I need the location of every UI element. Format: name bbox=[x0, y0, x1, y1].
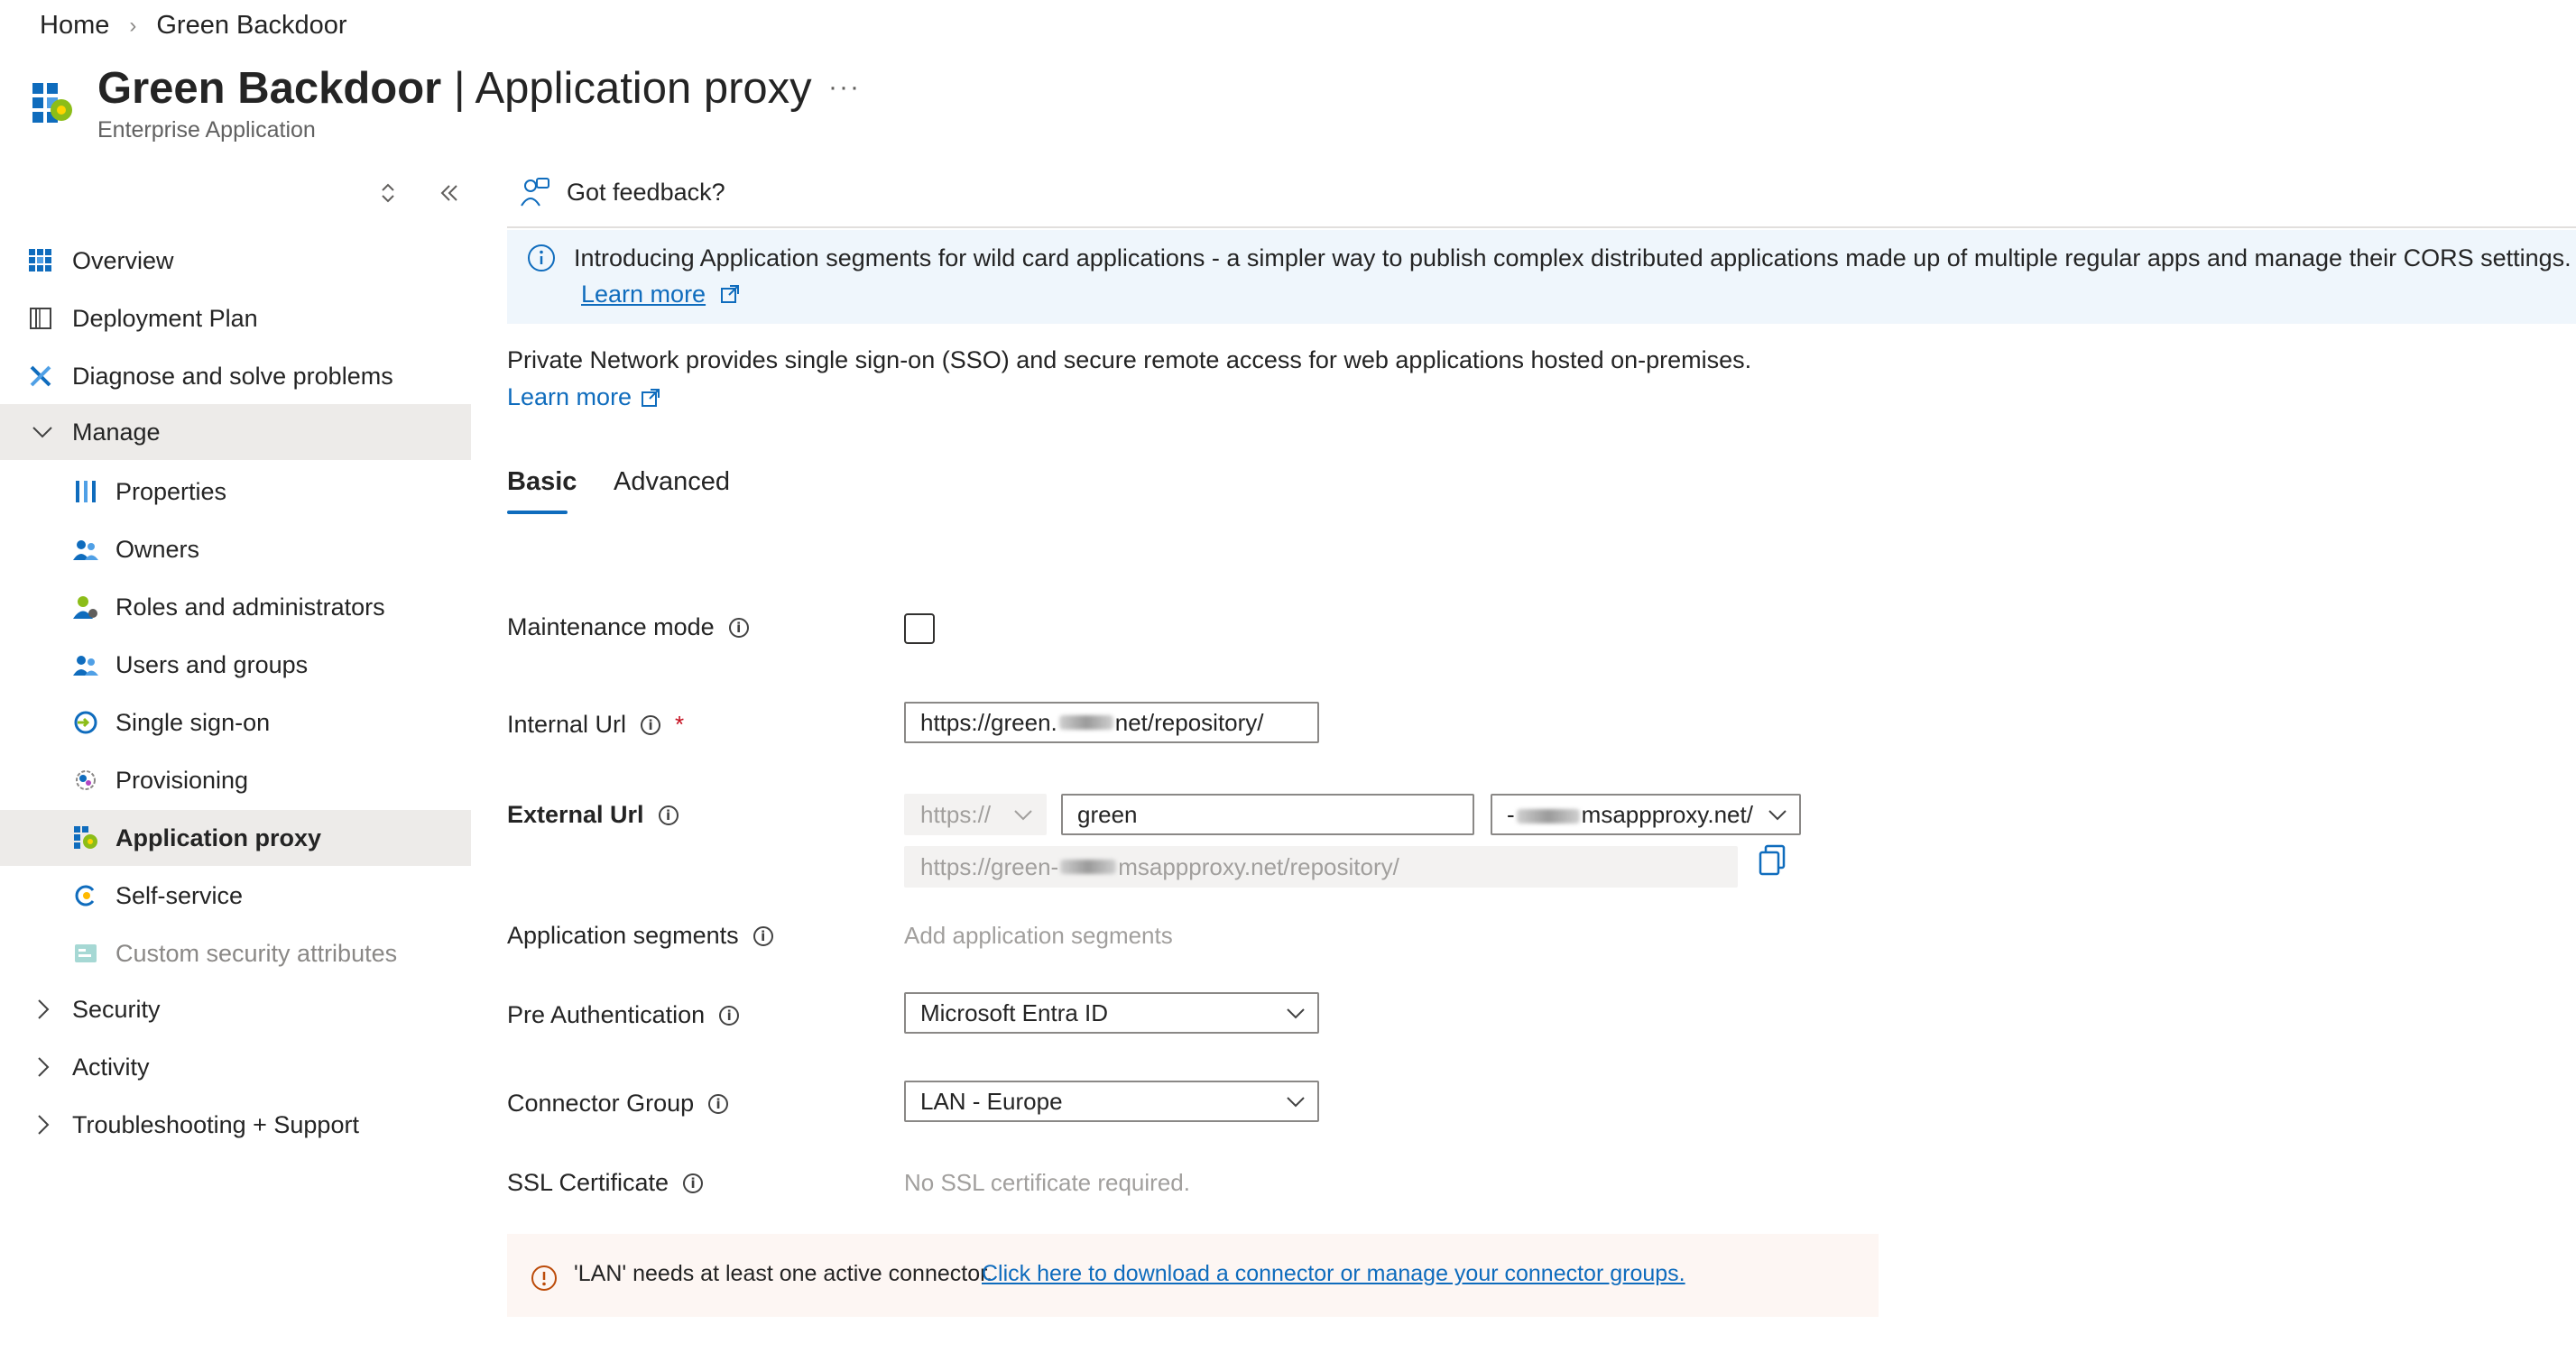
sidebar-item-label: Security bbox=[72, 995, 161, 1023]
provisioning-icon bbox=[72, 767, 99, 794]
download-connector-link[interactable]: Click here to download a connector or manage your connector groups. bbox=[982, 1261, 1685, 1286]
preauth-label: Pre Authentication i bbox=[507, 1001, 739, 1029]
book-icon bbox=[27, 305, 54, 332]
sidebar-item-label: Owners bbox=[115, 535, 200, 563]
chevron-down-icon bbox=[1285, 1090, 1306, 1112]
app-proxy-icon bbox=[72, 824, 99, 851]
sidebar-item-roles[interactable] bbox=[0, 579, 471, 635]
sidebar-item-label: Users and groups bbox=[115, 650, 309, 678]
app-proxy-icon bbox=[31, 81, 74, 124]
feedback-button[interactable] bbox=[520, 177, 725, 207]
sidebar-item-label: Roles and administrators bbox=[115, 593, 385, 621]
ssl-certificate-label: SSL Certificate i bbox=[507, 1169, 703, 1197]
connector-group-label: Connector Group i bbox=[507, 1090, 728, 1118]
maintenance-mode-checkbox[interactable] bbox=[904, 613, 935, 644]
people-icon bbox=[72, 536, 99, 563]
app-segments-label: Application segments i bbox=[507, 922, 773, 950]
required-asterisk: * bbox=[675, 711, 685, 738]
sidebar-item-custom-attributes[interactable] bbox=[0, 925, 471, 981]
feedback-label: Got feedback? bbox=[567, 178, 725, 206]
warning-info-icon bbox=[531, 1265, 558, 1296]
sidebar-item-label: Custom security attributes bbox=[115, 939, 398, 967]
sidebar-item-label: Overview bbox=[72, 246, 174, 274]
page-title: Green Backdoor | Application proxy bbox=[97, 64, 812, 113]
chevron-down-icon bbox=[1012, 804, 1034, 825]
ssl-certificate-value: No SSL certificate required. bbox=[904, 1169, 1190, 1196]
sidebar-item-label: Application proxy bbox=[115, 824, 322, 851]
tab-selected-indicator bbox=[507, 511, 568, 514]
wrench-icon bbox=[27, 363, 54, 390]
sidebar-item-deployment-plan[interactable] bbox=[0, 290, 471, 346]
warning-banner bbox=[507, 1234, 1879, 1317]
info-icon[interactable]: i bbox=[729, 618, 749, 638]
sidebar-item-label: Self-service bbox=[115, 881, 244, 909]
sidebar-item-activity[interactable] bbox=[0, 1039, 471, 1095]
info-banner-text: Introducing Application segments for wild card applications - a simpler way to publish complex distributed applications made up of multiple regular apps and manage their CORS settings. bbox=[574, 244, 2571, 271]
sidebar-item-self-service[interactable] bbox=[0, 868, 471, 924]
external-link-icon bbox=[641, 388, 660, 408]
breadcrumb bbox=[40, 11, 347, 41]
maintenance-mode-label: Maintenance mode i bbox=[507, 613, 749, 641]
sort-updown-icon[interactable] bbox=[379, 180, 397, 212]
sidebar-item-overview[interactable] bbox=[0, 233, 471, 289]
chevron-right-icon bbox=[29, 1054, 56, 1081]
info-banner-learn-more[interactable]: Learn more bbox=[581, 281, 740, 308]
info-icon[interactable]: i bbox=[683, 1173, 703, 1193]
self-service-icon bbox=[72, 882, 99, 909]
sidebar-item-diagnose[interactable] bbox=[0, 348, 471, 404]
sidebar-item-label: Diagnose and solve problems bbox=[72, 362, 393, 390]
external-link-icon bbox=[720, 284, 740, 304]
more-options-button[interactable]: ··· bbox=[828, 72, 861, 102]
chevron-down-icon bbox=[1285, 1002, 1306, 1024]
sidebar-item-label: Provisioning bbox=[115, 766, 249, 794]
attributes-icon bbox=[72, 940, 99, 967]
chevron-right-icon bbox=[29, 996, 56, 1023]
properties-icon bbox=[72, 478, 99, 505]
preauth-dropdown[interactable]: Microsoft Entra ID bbox=[904, 992, 1319, 1034]
sidebar-item-provisioning[interactable] bbox=[0, 752, 471, 808]
user-admin-icon bbox=[72, 593, 99, 621]
sidebar-item-properties[interactable] bbox=[0, 464, 471, 520]
info-icon[interactable]: i bbox=[659, 805, 679, 825]
collapse-sidebar-icon[interactable] bbox=[437, 180, 462, 212]
external-url-name-input[interactable]: green bbox=[1061, 794, 1474, 835]
info-icon[interactable]: i bbox=[641, 715, 660, 735]
sidebar-item-owners[interactable] bbox=[0, 521, 471, 577]
tab-basic[interactable]: Basic bbox=[507, 467, 577, 496]
sidebar-item-troubleshooting[interactable] bbox=[0, 1097, 471, 1153]
domain-suffix-dropdown[interactable]: - msappproxy.net/ bbox=[1491, 794, 1801, 835]
info-banner bbox=[507, 230, 2576, 324]
breadcrumb-chevron-icon: › bbox=[129, 13, 137, 38]
external-url-label: External Url i bbox=[507, 801, 679, 829]
grid-icon bbox=[27, 247, 54, 274]
connector-group-dropdown[interactable]: LAN - Europe bbox=[904, 1081, 1319, 1122]
sso-icon bbox=[72, 709, 99, 736]
sidebar-item-label: Deployment Plan bbox=[72, 304, 258, 332]
sidebar-item-users-groups[interactable] bbox=[0, 637, 471, 693]
redacted-text bbox=[1060, 860, 1116, 874]
info-icon bbox=[527, 244, 556, 277]
chevron-right-icon bbox=[29, 1111, 56, 1138]
sidebar-item-label: Manage bbox=[72, 418, 161, 446]
full-external-url-field: https://green- msappproxy.net/repository/ bbox=[904, 846, 1738, 888]
breadcrumb-home[interactable]: Home bbox=[40, 11, 110, 40]
redacted-text bbox=[1059, 715, 1113, 730]
redacted-text bbox=[1517, 809, 1580, 824]
internal-url-label: Internal Url i * bbox=[507, 711, 685, 738]
breadcrumb-current[interactable]: Green Backdoor bbox=[156, 11, 347, 40]
warning-text: 'LAN' needs at least one active connector. bbox=[574, 1261, 993, 1286]
page-subtitle: Enterprise Application bbox=[97, 117, 316, 143]
toolbar-divider bbox=[507, 226, 2576, 228]
protocol-dropdown[interactable]: https:// bbox=[904, 794, 1047, 835]
people-icon bbox=[72, 651, 99, 678]
tab-advanced[interactable]: Advanced bbox=[614, 467, 730, 496]
sidebar-item-label: Properties bbox=[115, 477, 227, 505]
copy-icon[interactable] bbox=[1758, 844, 1788, 881]
sidebar-item-label: Troubleshooting + Support bbox=[72, 1110, 359, 1138]
sidebar-item-label: Single sign-on bbox=[115, 708, 271, 736]
sidebar-item-app-proxy[interactable] bbox=[0, 810, 471, 866]
info-icon[interactable]: i bbox=[719, 1006, 739, 1026]
sidebar-item-label: Activity bbox=[72, 1053, 150, 1081]
internal-url-input[interactable]: https://green. net/repository/ bbox=[904, 702, 1319, 743]
chevron-down-icon bbox=[1767, 804, 1788, 825]
description-learn-more[interactable]: Learn more bbox=[507, 383, 660, 411]
sidebar-item-sso[interactable] bbox=[0, 695, 471, 750]
page-description: Private Network provides single sign-on (SSO) and secure remote access for web applications hosted on-premises. bbox=[507, 346, 1752, 373]
sidebar-item-manage[interactable] bbox=[0, 404, 471, 460]
feedback-icon bbox=[520, 177, 550, 207]
info-icon[interactable]: i bbox=[708, 1094, 728, 1114]
chevron-down-icon bbox=[29, 419, 56, 446]
add-app-segments-link[interactable]: Add application segments bbox=[904, 922, 1173, 949]
info-icon[interactable]: i bbox=[753, 926, 773, 946]
sidebar-item-security[interactable] bbox=[0, 981, 471, 1037]
